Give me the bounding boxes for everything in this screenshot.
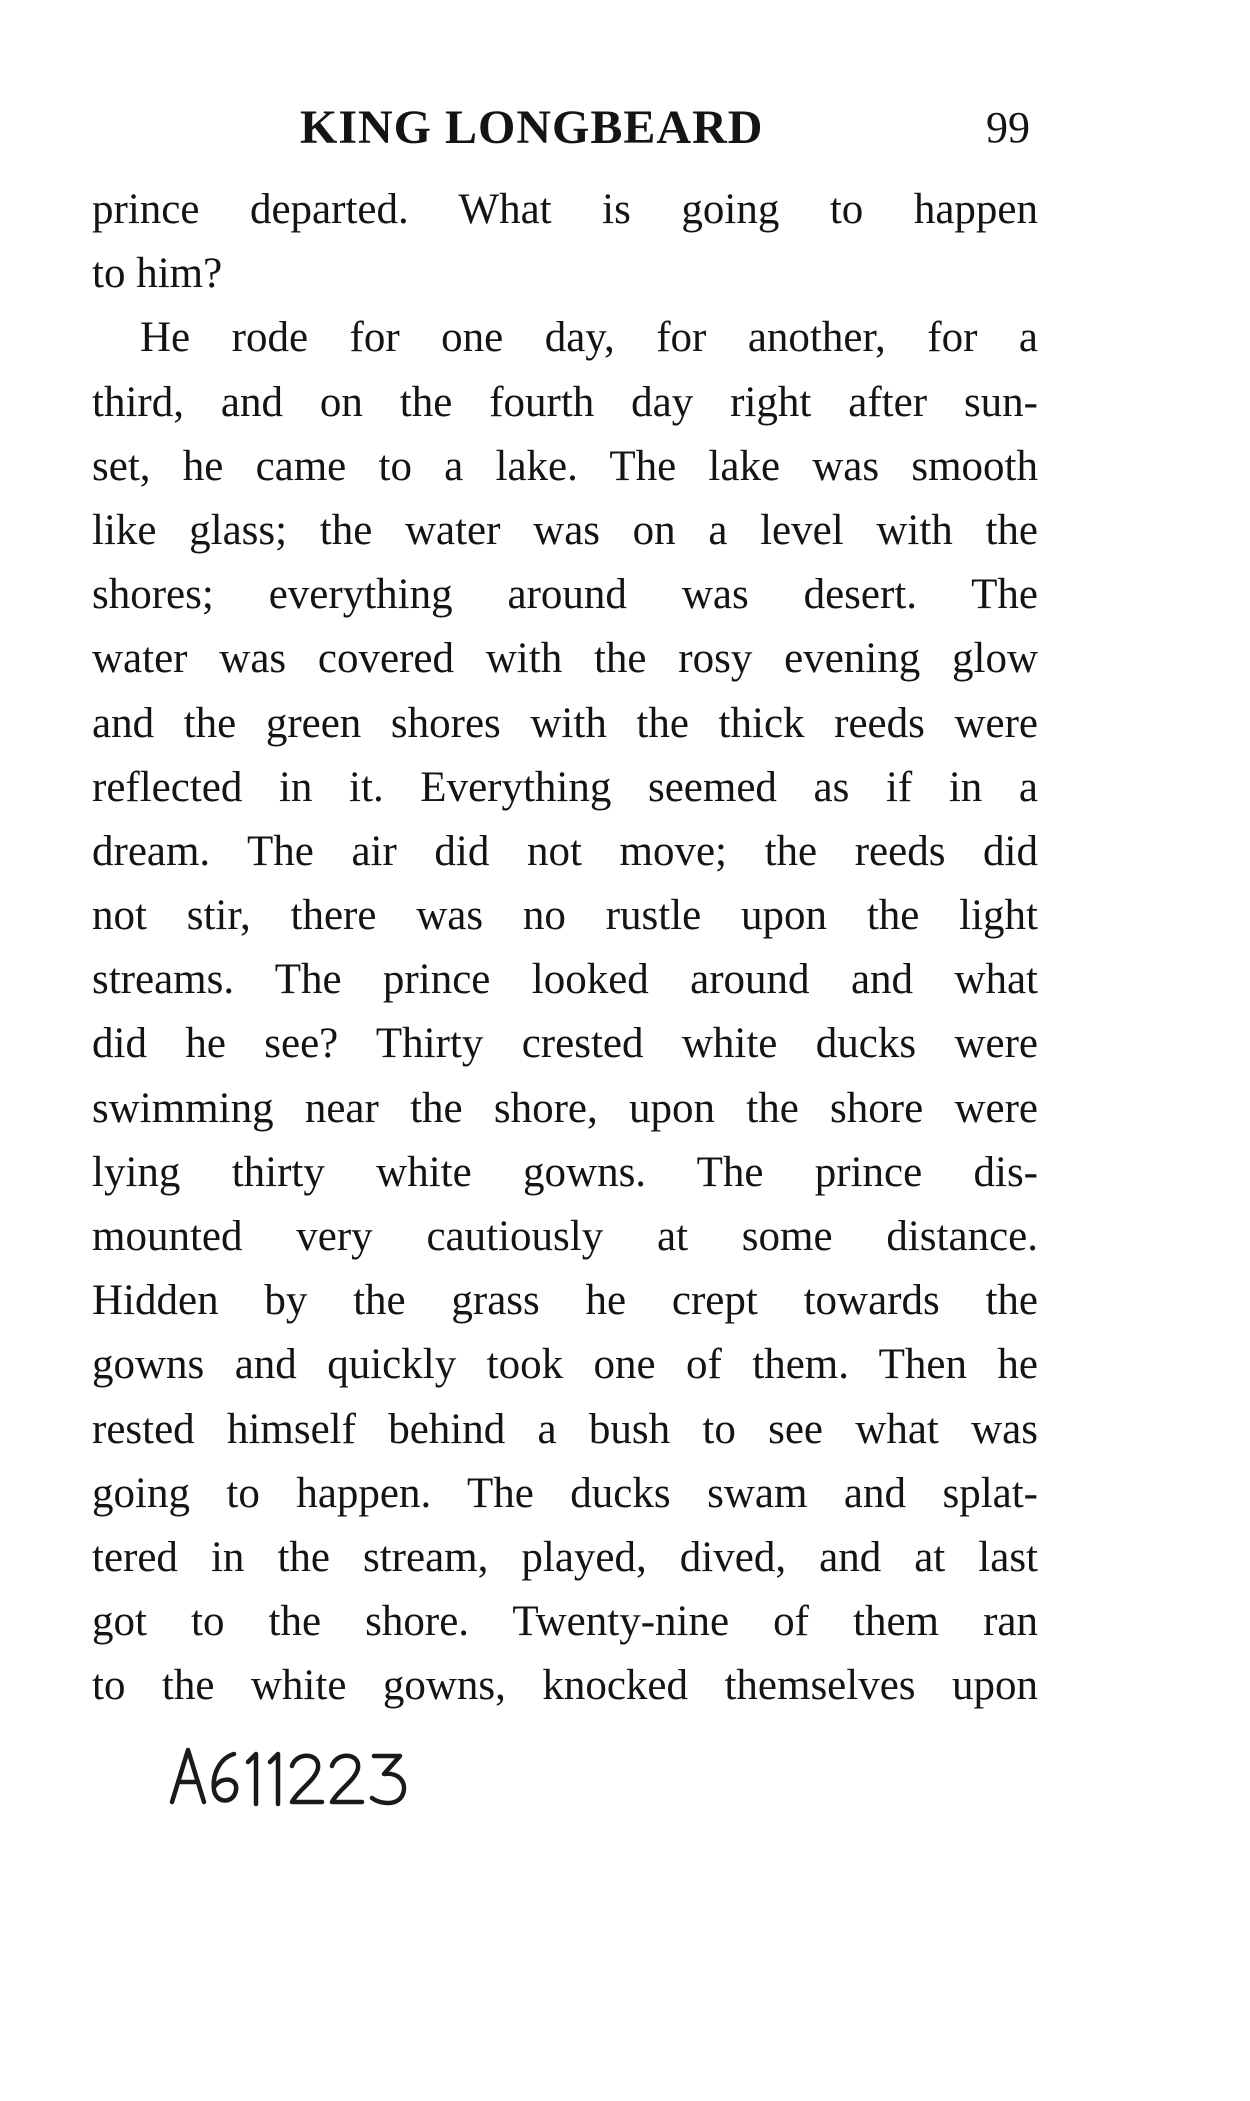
text-line: got to the shore. Twenty-nine of them ran	[92, 1598, 1038, 1646]
text-line: to the white gowns, knocked themselves upon	[92, 1662, 1038, 1710]
text-line: gowns and quickly took one of them. Then he	[92, 1341, 1038, 1389]
page-number: 99	[986, 103, 1030, 152]
text-line: dream. The air did not move; the reeds did	[92, 827, 1038, 875]
text-line: Hidden by the grass he crept towards the	[92, 1277, 1038, 1325]
text-line: and the green shores with the thick reeds were	[92, 699, 1038, 747]
text-line: shores; everything around was desert. The	[92, 571, 1038, 619]
text-line: reflected in it. Everything seemed as if in a	[92, 763, 1038, 811]
body-text	[92, 178, 1038, 1719]
text-line: prince departed. What is going to happen	[92, 186, 1038, 233]
text-line: streams. The prince looked around and what	[92, 956, 1038, 1004]
text-line: third, and on the fourth day right after sun-	[92, 378, 1038, 426]
handwritten-accession-number	[168, 1740, 428, 1820]
text-line: like glass; the water was on a level with the	[92, 506, 1038, 554]
running-head	[90, 98, 1030, 158]
accession-number-drawing	[168, 1740, 428, 1820]
text-line: water was covered with the rosy evening glow	[92, 635, 1038, 683]
text-line: going to happen. The ducks swam and splat-	[92, 1469, 1038, 1517]
text-line: rested himself behind a bush to see what was	[92, 1405, 1038, 1453]
text-line: He rode for one day, for another, for a	[140, 314, 1038, 362]
text-line: did he see? Thirty crested white ducks were	[92, 1020, 1038, 1068]
text-line: tered in the stream, played, dived, and at last	[92, 1533, 1038, 1581]
running-title: KING LONGBEARD	[300, 101, 764, 154]
text-line: swimming near the shore, upon the shore were	[92, 1084, 1038, 1132]
text-line: set, he came to a lake. The lake was smooth	[92, 442, 1038, 490]
text-line: to him?	[92, 250, 223, 298]
text-line: not stir, there was no rustle upon the light	[92, 892, 1038, 940]
text-line: lying thirty white gowns. The prince dis-	[92, 1148, 1038, 1196]
text-line: mounted very cautiously at some distance.	[92, 1213, 1038, 1260]
